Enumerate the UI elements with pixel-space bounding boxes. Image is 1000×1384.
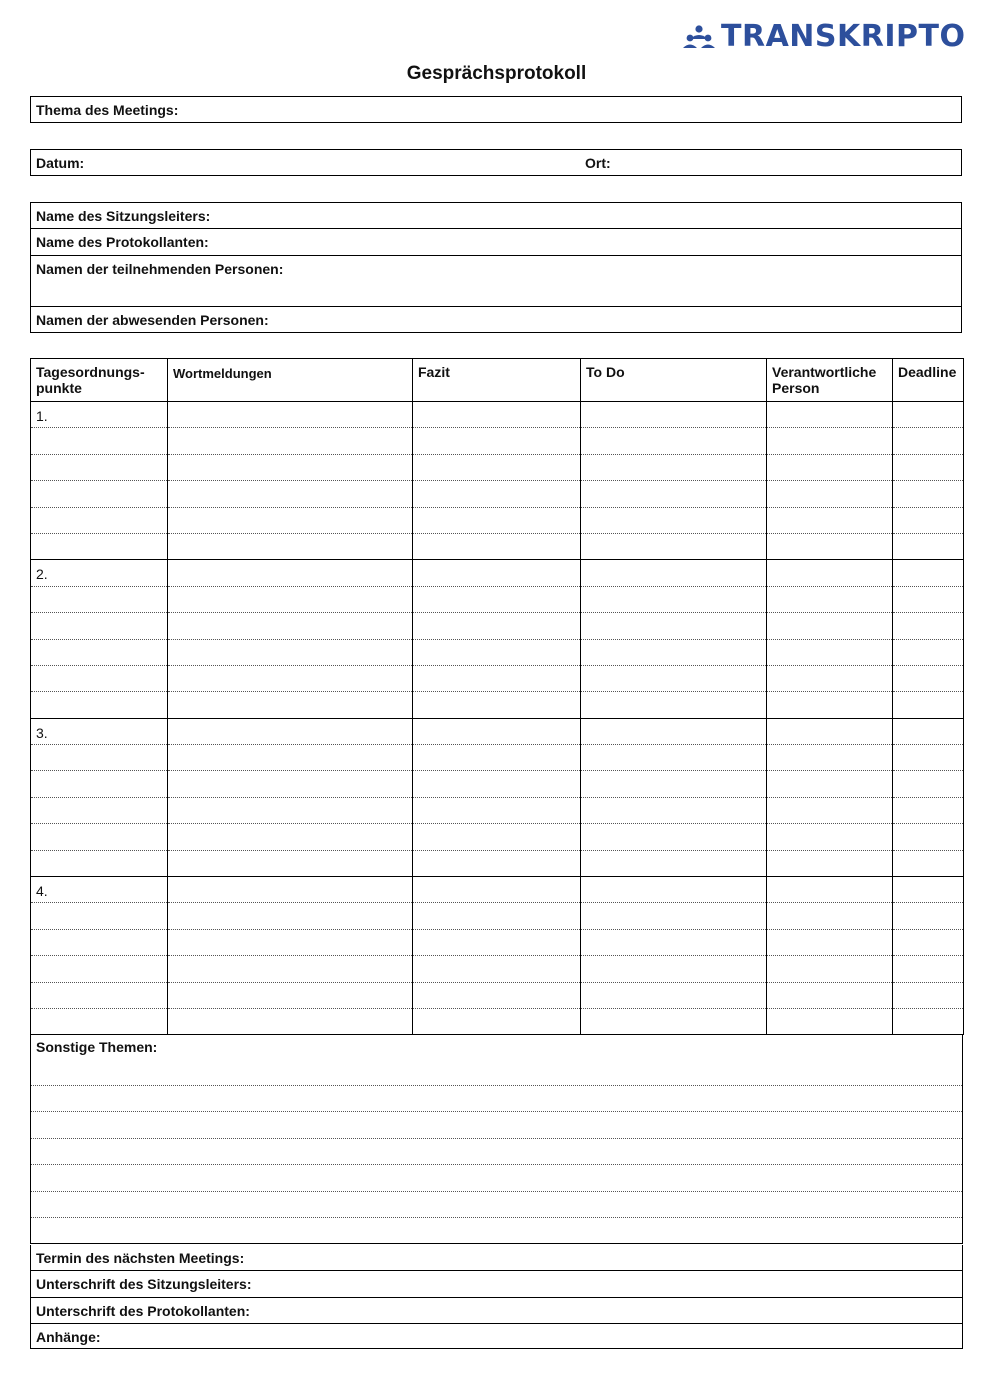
table-cell[interactable] [893,877,964,903]
next-meeting-label: Termin des nächsten Meetings: [36,1250,245,1266]
table-cell[interactable] [581,824,767,850]
chair-label: Name des Sitzungsleiters: [36,208,211,224]
minute-taker-label: Name des Protokollanten: [36,234,209,250]
table-cell[interactable] [31,982,168,1008]
attachments-label: Anhänge: [36,1329,101,1346]
table-cell[interactable] [893,850,964,876]
agenda-body [31,402,964,1035]
table-row [31,824,964,850]
table-row [31,929,964,955]
table-cell[interactable] [168,533,413,559]
chair-signature-field[interactable] [31,1271,962,1297]
table-row [31,613,964,639]
agenda-table [30,358,964,1035]
table-cell[interactable] [581,903,767,929]
table-cell[interactable] [581,639,767,665]
table-cell[interactable] [581,665,767,691]
table-cell[interactable] [893,613,964,639]
table-cell[interactable] [168,665,413,691]
brand-logo [683,20,965,54]
table-row [31,982,964,1008]
table-cell[interactable] [581,507,767,533]
table-cell[interactable] [168,402,413,428]
footer-section [30,1245,963,1349]
table-cell[interactable] [413,771,581,797]
table-cell[interactable] [893,771,964,797]
table-row [31,586,964,612]
table-cell[interactable] [413,507,581,533]
table-cell[interactable] [413,402,581,428]
table-cell[interactable] [31,692,168,718]
table-cell[interactable] [767,586,893,612]
chair-signature-label: Unterschrift des Sitzungsleiters: [36,1276,252,1293]
table-cell[interactable] [581,692,767,718]
table-row [31,718,964,744]
table-cell[interactable] [893,797,964,823]
participants-label: Namen der teilnehmenden Personen: [36,260,284,277]
table-row [31,956,964,982]
table-cell[interactable] [168,745,413,771]
chair-field[interactable] [31,203,961,229]
table-cell[interactable] [413,718,581,744]
table-cell[interactable] [413,639,581,665]
table-cell[interactable] [767,718,893,744]
table-cell[interactable] [767,771,893,797]
table-cell[interactable] [413,428,581,454]
table-row [31,507,964,533]
table-cell[interactable] [581,533,767,559]
table-row [31,481,964,507]
table-cell[interactable] [168,560,413,586]
table-cell[interactable] [581,850,767,876]
table-cell[interactable] [893,428,964,454]
topic-field[interactable] [30,96,962,123]
table-row [31,692,964,718]
table-row [31,903,964,929]
table-cell[interactable] [581,929,767,955]
next-meeting-field[interactable] [31,1245,962,1271]
table-cell[interactable] [168,929,413,955]
table-cell[interactable] [413,454,581,480]
table-cell[interactable] [893,956,964,982]
table-row [31,797,964,823]
table-cell[interactable] [168,428,413,454]
table-cell[interactable] [413,850,581,876]
date-label: Datum: [36,155,85,171]
table-cell[interactable] [168,586,413,612]
table-cell[interactable] [168,481,413,507]
other-topics-section[interactable] [30,1034,963,1244]
table-cell[interactable] [581,402,767,428]
table-cell[interactable] [767,639,893,665]
agenda-item-number[interactable]: 1. [31,402,168,428]
col-deadline: Deadline [893,359,964,402]
table-cell[interactable] [31,533,168,559]
table-cell[interactable] [767,428,893,454]
table-row [31,1008,964,1034]
people-icon [683,24,715,50]
table-row [31,745,964,771]
table-cell[interactable] [893,454,964,480]
table-cell[interactable] [581,956,767,982]
absent-field[interactable] [31,307,961,331]
table-cell[interactable] [413,586,581,612]
table-cell[interactable] [168,877,413,903]
table-cell[interactable] [893,929,964,955]
agenda-item-number[interactable]: 2. [31,560,168,586]
agenda-item-number[interactable]: 3. [31,718,168,744]
table-cell[interactable] [413,692,581,718]
table-cell[interactable] [893,533,964,559]
participants-field[interactable] [31,256,961,308]
table-row [31,454,964,480]
table-cell[interactable] [31,428,168,454]
table-cell[interactable] [168,507,413,533]
table-cell[interactable] [893,903,964,929]
table-cell[interactable] [413,1008,581,1034]
table-cell[interactable] [767,402,893,428]
table-cell[interactable] [893,692,964,718]
table-cell[interactable] [413,481,581,507]
people-section [30,202,962,333]
col-responsible: Verantwortliche Person [767,359,893,402]
table-cell[interactable] [767,533,893,559]
table-cell[interactable] [767,560,893,586]
writing-line[interactable] [31,1218,962,1244]
taker-signature-label: Unterschrift des Protokollanten: [36,1302,250,1319]
table-row [31,639,964,665]
table-cell[interactable] [581,586,767,612]
table-row [31,850,964,876]
table-cell[interactable] [581,1008,767,1034]
table-cell[interactable] [581,454,767,480]
table-cell[interactable] [413,745,581,771]
table-row [31,402,964,428]
table-cell[interactable] [168,982,413,1008]
table-cell[interactable] [413,982,581,1008]
table-cell[interactable] [581,877,767,903]
table-cell[interactable] [893,586,964,612]
table-cell[interactable] [168,797,413,823]
table-cell[interactable] [168,639,413,665]
table-cell[interactable] [168,692,413,718]
table-cell[interactable] [893,1008,964,1034]
date-place-field[interactable] [30,149,962,176]
table-cell[interactable] [31,454,168,480]
table-cell[interactable] [767,454,893,480]
table-cell[interactable] [31,797,168,823]
table-cell[interactable] [168,718,413,744]
table-row [31,877,964,903]
table-cell[interactable] [767,824,893,850]
table-cell[interactable] [413,560,581,586]
page-title: Gesprächsprotokoll [406,63,587,84]
table-cell[interactable] [893,639,964,665]
table-cell[interactable] [168,613,413,639]
table-cell[interactable] [168,824,413,850]
table-cell[interactable] [767,956,893,982]
table-cell[interactable] [581,560,767,586]
table-cell[interactable] [31,613,168,639]
table-row [31,771,964,797]
col-speakers: Wortmeldungen [168,359,413,402]
table-cell[interactable] [767,507,893,533]
table-cell[interactable] [893,507,964,533]
table-cell[interactable] [767,850,893,876]
table-cell[interactable] [31,956,168,982]
table-cell[interactable] [581,797,767,823]
table-cell[interactable] [581,613,767,639]
minute-taker-field[interactable] [31,229,961,256]
table-cell[interactable] [168,1008,413,1034]
col-items: Tagesordnungs- punkte [31,359,168,402]
taker-signature-field[interactable] [31,1298,962,1324]
table-cell[interactable] [893,718,964,744]
table-row [31,428,964,454]
table-cell[interactable] [168,850,413,876]
writing-line[interactable] [31,1192,962,1218]
table-cell[interactable] [413,797,581,823]
table-cell[interactable] [767,982,893,1008]
table-cell[interactable] [893,982,964,1008]
col-todo: To Do [581,359,767,402]
table-row [31,560,964,586]
table-cell[interactable] [893,481,964,507]
table-cell[interactable] [893,665,964,691]
table-cell[interactable] [767,692,893,718]
table-cell[interactable] [31,665,168,691]
table-cell[interactable] [767,613,893,639]
table-cell[interactable] [413,877,581,903]
writing-line[interactable] [31,1112,962,1138]
table-cell[interactable] [413,665,581,691]
table-cell[interactable] [168,903,413,929]
table-cell[interactable] [168,454,413,480]
table-cell[interactable] [767,797,893,823]
attachments-field[interactable] [31,1324,962,1348]
table-cell[interactable] [767,745,893,771]
agenda-item-number[interactable]: 4. [31,877,168,903]
table-cell[interactable] [581,771,767,797]
table-cell[interactable] [767,481,893,507]
table-cell[interactable] [767,929,893,955]
table-cell[interactable] [31,903,168,929]
writing-line[interactable] [31,1086,962,1112]
table-cell[interactable] [31,850,168,876]
place-label: Ort: [585,155,611,171]
table-cell[interactable] [31,481,168,507]
table-cell[interactable] [893,824,964,850]
table-cell[interactable] [581,745,767,771]
table-cell[interactable] [413,929,581,955]
table-cell[interactable] [413,824,581,850]
table-cell[interactable] [767,1008,893,1034]
table-cell[interactable] [31,639,168,665]
table-cell[interactable] [581,718,767,744]
table-cell[interactable] [581,481,767,507]
table-cell[interactable] [31,771,168,797]
table-row [31,533,964,559]
table-cell[interactable] [893,402,964,428]
table-cell[interactable] [767,903,893,929]
table-row [31,665,964,691]
table-cell[interactable] [31,929,168,955]
table-cell[interactable] [168,956,413,982]
table-cell[interactable] [31,1008,168,1034]
table-cell[interactable] [581,428,767,454]
table-cell[interactable] [413,613,581,639]
table-cell[interactable] [31,586,168,612]
brand-name: TRANSKRIPTO [721,19,966,54]
writing-line[interactable] [31,1139,962,1165]
writing-line[interactable] [31,1165,962,1191]
table-cell[interactable] [767,877,893,903]
absent-label: Namen der abwesenden Personen: [36,312,269,328]
topic-label: Thema des Meetings: [36,102,179,118]
table-cell[interactable] [413,533,581,559]
table-cell[interactable] [893,560,964,586]
table-cell[interactable] [413,956,581,982]
table-cell[interactable] [168,771,413,797]
table-cell[interactable] [893,745,964,771]
table-cell[interactable] [31,745,168,771]
col-conclusion: Fazit [413,359,581,402]
table-cell[interactable] [31,507,168,533]
table-cell[interactable] [581,982,767,1008]
table-cell[interactable] [767,665,893,691]
table-cell[interactable] [31,824,168,850]
other-topics-label: Sonstige Themen: [36,1039,158,1055]
table-cell[interactable] [413,903,581,929]
agenda-header [31,359,964,402]
